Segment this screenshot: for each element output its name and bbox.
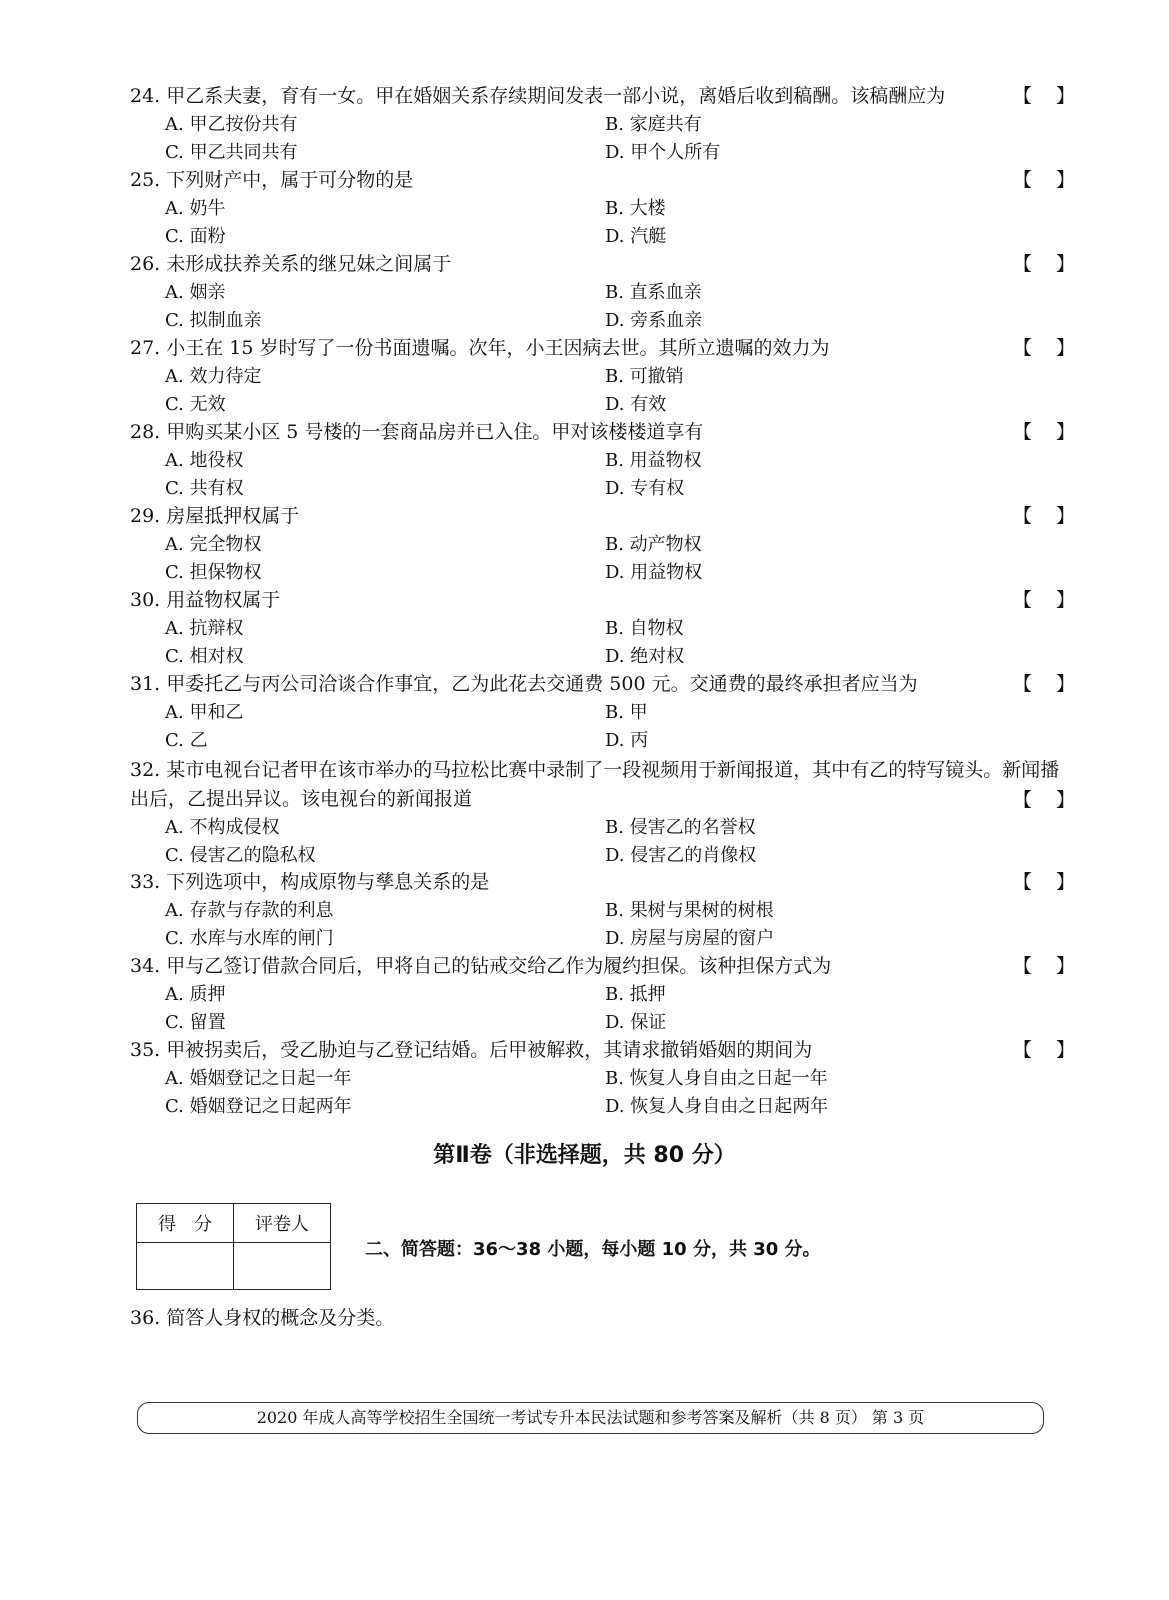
score-label: 得 分 [137,1204,234,1243]
question-30 [130,586,1075,671]
option-c: C. 婚姻登记之日起两年 [165,1096,352,1117]
option-c: C. 共有权 [165,478,244,499]
section-title: 第Ⅱ卷（非选择题，共 80 分） [433,1143,736,1168]
options [165,981,1075,1037]
option-a: A. 质押 [165,984,226,1005]
option-b: B. 大楼 [605,198,666,219]
score-cell [137,1243,234,1290]
part-heading: 二、简答题：36～38 小题，每小题 10 分，共 30 分。 [365,1239,821,1260]
grader-label: 评卷人 [234,1204,331,1243]
option-a: A. 婚姻登记之日起一年 [165,1068,352,1089]
question-34 [130,952,1075,1037]
option-d: D. 房屋与房屋的窗户 [605,928,775,949]
option-c: C. 面粉 [165,226,226,247]
question-29 [130,502,1075,587]
answer-bracket: 【 】 [1012,253,1075,275]
question-27 [130,334,1075,419]
answer-bracket: 【 】 [1012,673,1075,695]
option-b: B. 果树与果树的树根 [605,900,774,921]
question-stem: 25. 下列财产中，属于可分物的是 【 】 [130,166,1075,195]
option-c: C. 担保物权 [165,562,262,583]
option-c: C. 甲乙共同共有 [165,142,298,163]
question-stem: 32. 某市电视台记者甲在该市举办的马拉松比赛中录制了一段视频用于新闻报道，其中有乙的特写镜头。新闻播出后，乙提出异议。该电视台的新闻报道 [130,759,1060,810]
option-c: C. 留置 [165,1012,226,1033]
option-a: A. 完全物权 [165,534,262,555]
option-a: A. 姻亲 [165,282,226,303]
question-31 [130,670,1075,755]
option-b: B. 甲 [605,702,648,723]
option-c: C. 侵害乙的隐私权 [165,845,316,866]
option-a: A. 甲和乙 [165,702,244,723]
question-stem: 24. 甲乙系夫妻，育有一女。甲在婚姻关系存续期间发表一部小说，离婚后收到稿酬。该稿酬应为 【 】 [130,82,1075,111]
question-stem: 34. 甲与乙签订借款合同后，甲将自己的钻戒交给乙作为履约担保。该种担保方式为 【 】 [130,952,1075,981]
option-b: B. 可撤销 [605,366,684,387]
option-b: B. 直系血亲 [605,282,702,303]
option-b: B. 恢复人身自由之日起一年 [605,1068,828,1089]
answer-bracket: 【 】 [1012,871,1075,893]
options [165,195,1075,251]
options [165,1065,1075,1121]
option-d: D. 保证 [605,1012,667,1033]
question-35 [130,1036,1075,1121]
question-28 [130,418,1075,503]
question-33 [130,868,1075,953]
grader-cell [234,1243,331,1290]
option-d: D. 用益物权 [605,562,703,583]
option-d: D. 汽艇 [605,226,667,247]
question-24 [130,82,1075,167]
page-footer: 2020 年成人高等学校招生全国统一考试专升本民法试题和参考答案及解析（共 8 页） 第 3 页 [137,1402,1044,1434]
options [165,279,1075,335]
option-d: D. 恢复人身自由之日起两年 [605,1096,829,1117]
question-stem: 27. 小王在 15 岁时写了一份书面遗嘱。次年，小王因病去世。其所立遗嘱的效力为 【 】 [130,334,1075,363]
options [165,111,1075,167]
option-d: D. 有效 [605,394,667,415]
options [165,615,1075,671]
question-stem: 31. 甲委托乙与丙公司洽谈合作事宜，乙为此花去交通费 500 元。交通费的最终承担者应当为 【 】 [130,670,1075,699]
option-d: D. 丙 [605,730,649,751]
question-26 [130,250,1075,335]
option-b: B. 家庭共有 [605,114,702,135]
option-a: A. 抗辩权 [165,618,244,639]
question-stem: 33. 下列选项中，构成原物与孳息关系的是 【 】 [130,868,1075,897]
question-stem: 30. 用益物权属于 【 】 [130,586,1075,615]
option-a: A. 奶牛 [165,198,226,219]
options [165,897,1075,953]
question-stem: 26. 未形成扶养关系的继兄妹之间属于 【 】 [130,250,1075,279]
option-a: A. 不构成侵权 [165,817,280,838]
option-c: C. 相对权 [165,646,244,667]
options [165,699,1075,755]
answer-bracket: 【 】 [1012,421,1075,443]
option-d: D. 甲个人所有 [605,142,721,163]
question-32 [130,756,1075,870]
option-c: C. 拟制血亲 [165,310,262,331]
score-table [136,1203,331,1290]
question-36: 36. 简答人身权的概念及分类。 [130,1307,395,1329]
answer-bracket: 【 】 [1012,85,1075,107]
question-25 [130,166,1075,251]
answer-bracket: 【 】 [1012,589,1075,611]
question-stem: 28. 甲购买某小区 5 号楼的一套商品房并已入住。甲对该楼楼道享有 【 】 [130,418,1075,447]
option-a: A. 存款与存款的利息 [165,900,334,921]
answer-bracket: 【 】 [1012,505,1075,527]
option-a: A. 效力待定 [165,366,262,387]
option-b: B. 动产物权 [605,534,702,555]
option-a: A. 甲乙按份共有 [165,114,298,135]
options [165,447,1075,503]
option-d: D. 侵害乙的肖像权 [605,845,757,866]
answer-bracket: 【 】 [1012,169,1075,191]
option-d: D. 绝对权 [605,646,685,667]
option-b: B. 侵害乙的名誉权 [605,817,756,838]
answer-bracket: 【 】 [1012,337,1075,359]
option-b: B. 用益物权 [605,450,702,471]
option-a: A. 地役权 [165,450,244,471]
answer-bracket: 【 】 [1012,955,1075,977]
answer-bracket: 【 】 [1012,789,1075,811]
options [165,531,1075,587]
question-stem: 35. 甲被拐卖后，受乙胁迫与乙登记结婚。后甲被解救，其请求撤销婚姻的期间为 【 】 [130,1036,1075,1065]
question-stem: 29. 房屋抵押权属于 【 】 [130,502,1075,531]
option-c: C. 乙 [165,730,208,751]
option-d: D. 专有权 [605,478,685,499]
option-b: B. 抵押 [605,984,666,1005]
option-c: C. 水库与水库的闸门 [165,928,334,949]
options [165,363,1075,419]
option-d: D. 旁系血亲 [605,310,703,331]
option-b: B. 自物权 [605,618,684,639]
option-c: C. 无效 [165,394,226,415]
answer-bracket: 【 】 [1012,1039,1075,1061]
options [165,814,1075,870]
